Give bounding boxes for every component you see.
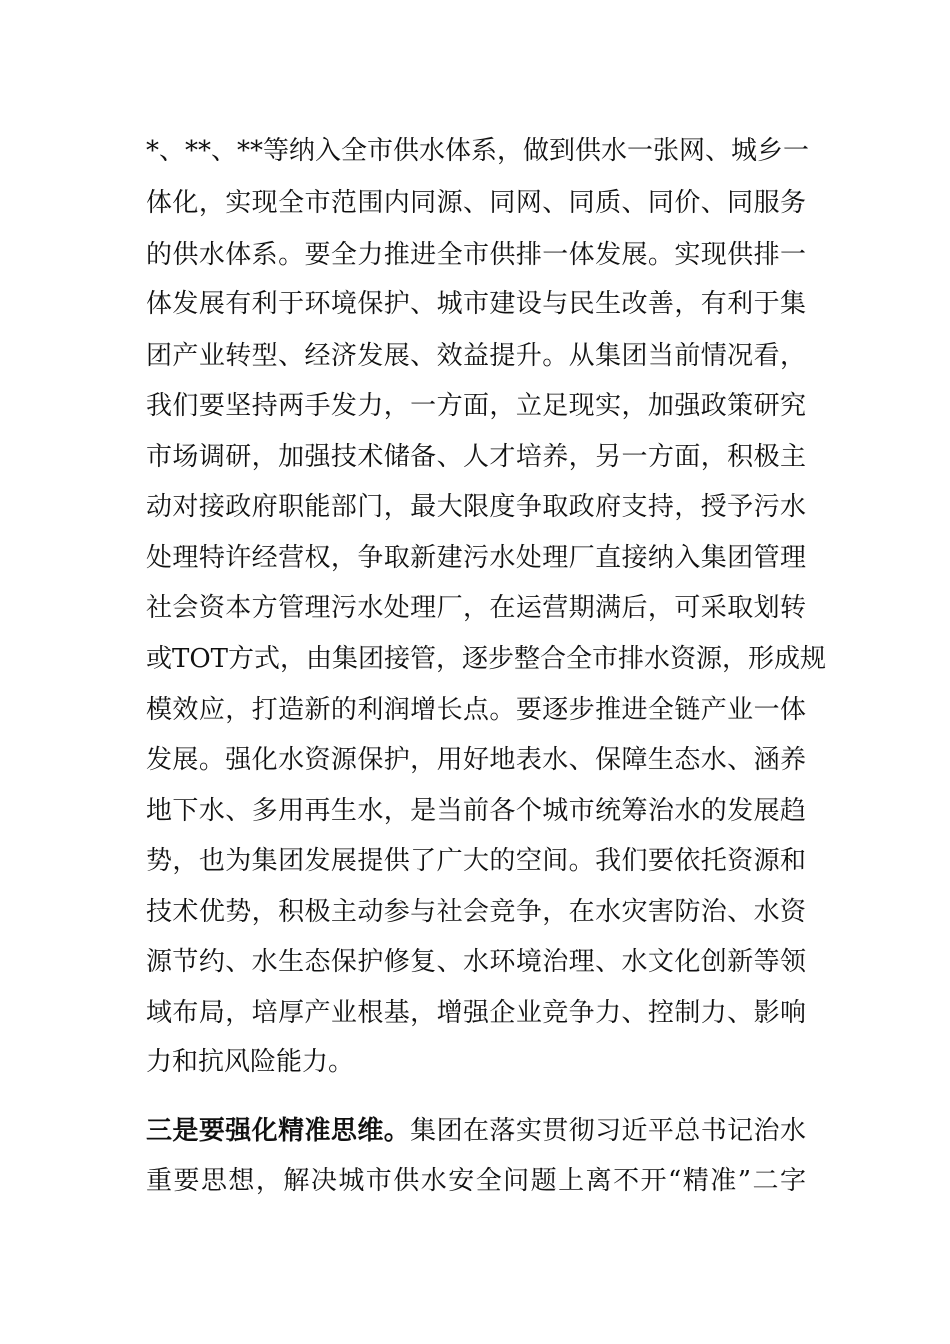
text-line: 发展。强化水资源保护，用好地表水、保障生态水、涵养 bbox=[146, 745, 806, 775]
text-line: 体发展有利于环境保护、城市建设与民生改善，有利于集 bbox=[146, 289, 806, 319]
text-line: 动对接政府职能部门，最大限度争取政府支持，授予污水 bbox=[146, 492, 806, 522]
text-line: 团产业转型、经济发展、效益提升。从集团当前情况看， bbox=[146, 341, 806, 371]
text-line: 技术优势，积极主动参与社会竞争，在水灾害防治、水资 bbox=[146, 897, 806, 927]
text-line: 势，也为集团发展提供了广大的空间。我们要依托资源和 bbox=[146, 846, 806, 876]
text-line: 社会资本方管理污水处理厂，在运营期满后，可采取划转 bbox=[146, 593, 806, 623]
text-line: 或TOT方式，由集团接管，逐步整合全市排水资源，形成规 bbox=[146, 644, 826, 674]
text-line: 源节约、水生态保护修复、水环境治理、水文化创新等领 bbox=[146, 947, 806, 977]
text-line: *、**、**等纳入全市供水体系，做到供水一张网、城乡一 bbox=[146, 136, 810, 166]
text-span: 集团在落实贯彻习近平总书记治水 bbox=[410, 1116, 806, 1146]
text-line: 力和抗风险能力。 bbox=[146, 1047, 355, 1077]
text-line: 域布局，培厚产业根基，增强企业竞争力、控制力、影响 bbox=[146, 998, 806, 1028]
text-line: 地下水、多用再生水，是当前各个城市统筹治水的发展趋 bbox=[146, 796, 806, 826]
text-line: 重要思想，解决城市供水安全问题上离不开“精准”二字 bbox=[146, 1166, 806, 1196]
text-line: 的供水体系。要全力推进全市供排一体发展。实现供排一 bbox=[146, 240, 806, 270]
text-line: 市场调研，加强技术储备、人才培养，另一方面，积极主 bbox=[146, 442, 806, 472]
text-line: 处理特许经营权，争取新建污水处理厂直接纳入集团管理 bbox=[146, 543, 806, 573]
text-line: 我们要坚持两手发力，一方面，立足现实，加强政策研究 bbox=[146, 391, 806, 421]
text-line: 体化，实现全市范围内同源、同网、同质、同价、同服务 bbox=[146, 188, 806, 218]
text-line bbox=[146, 1111, 806, 1151]
section-heading: 三是要强化精准思维。 bbox=[146, 1116, 411, 1146]
text-line: 模效应，打造新的利润增长点。要逐步推进全链产业一体 bbox=[146, 695, 806, 725]
